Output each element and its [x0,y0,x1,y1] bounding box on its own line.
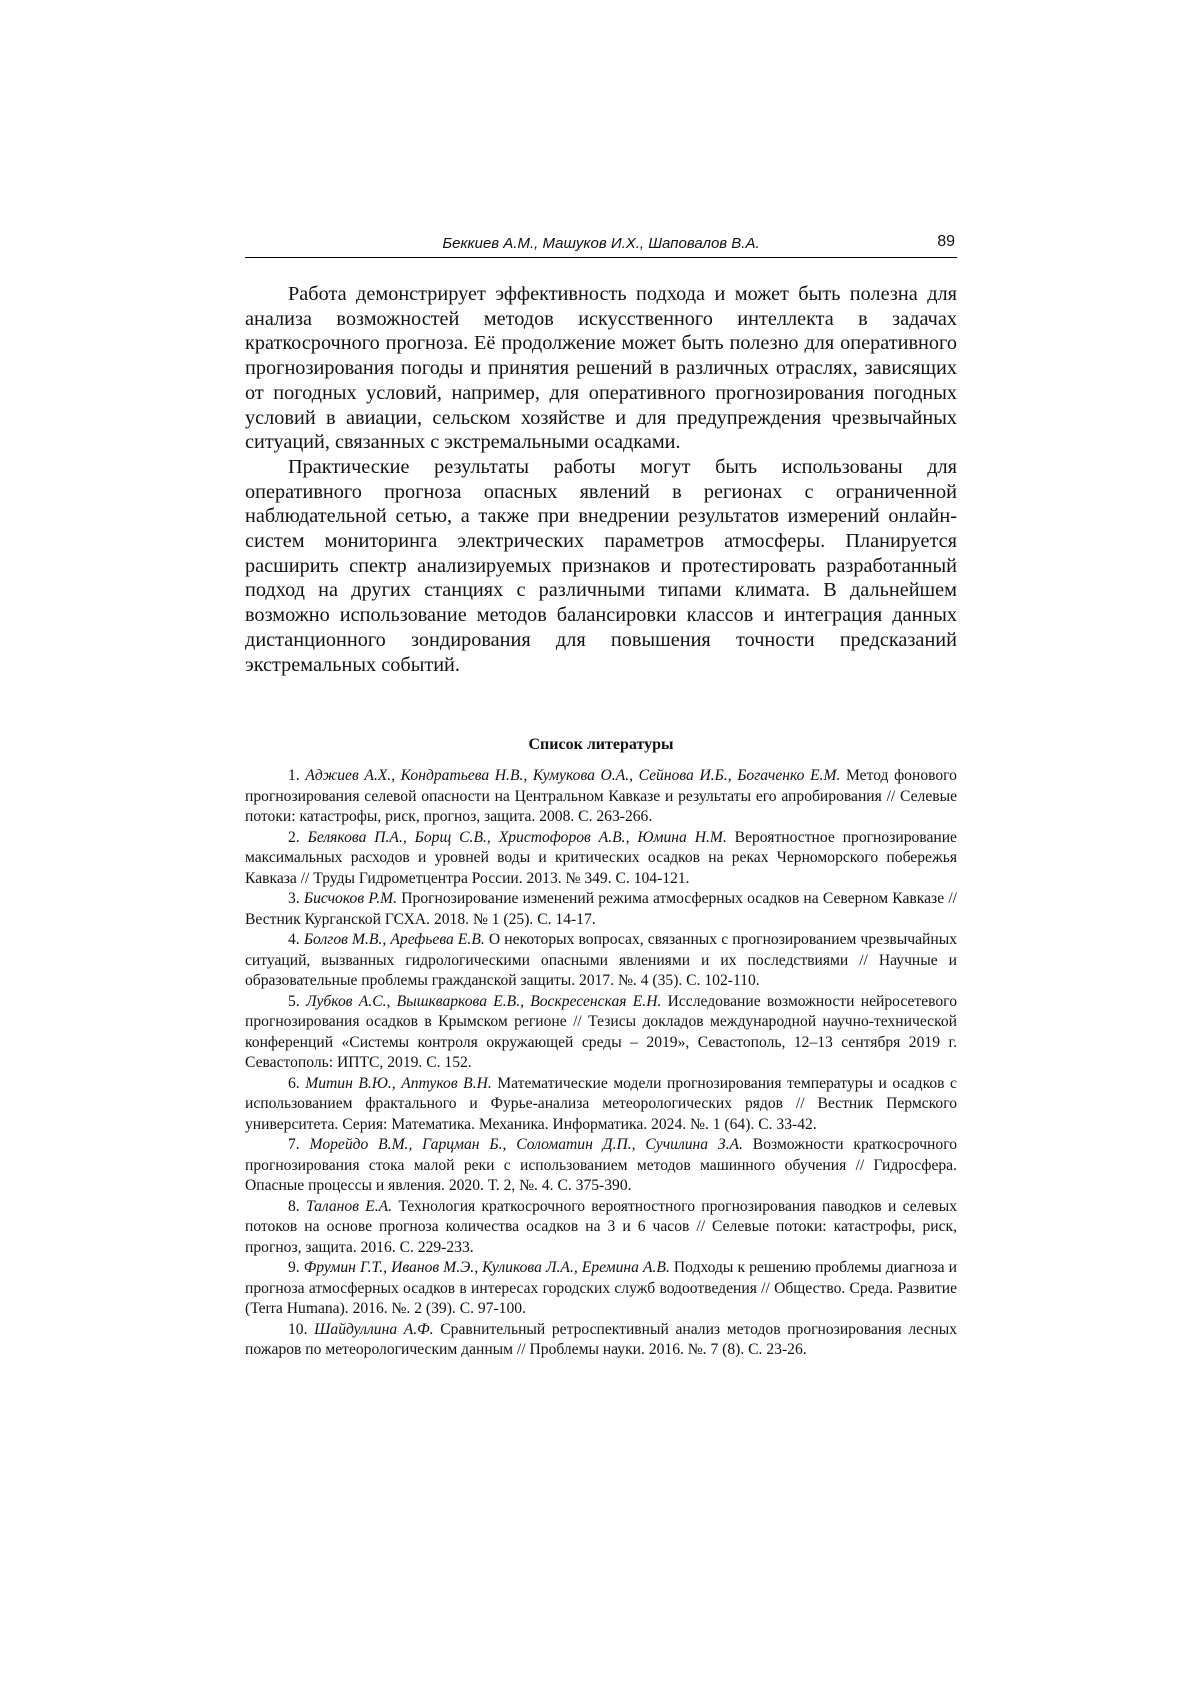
reference-text: Исследование возможности нейросетевого прогнозирования осадков в Крымском регионе // Тезисы докладов международной научно-технической конференций «Системы контроля окружающей среды – 2019», Севастополь, 12–13 сентября 2019 г. Севастополь: ИПТС, 2019. С. 152. [245,992,957,1071]
reference-number: 9. [288,1259,300,1276]
reference-authors: Таланов Е.А. [305,1197,393,1215]
reference-authors: Болгов М.В., Арефьева Е.В. [303,931,485,948]
reference-text: Прогнозирование изменений режима атмосферных осадков на Северном Кавказе // Вестник Курганской ГСХА. 2018. № 1 (25). С. 14-17. [245,890,957,928]
reference-text: Сравнительный ретроспективный анализ методов прогнозирования лесных пожаров по метеорологическим данным // Проблемы науки. 2016. №. 7 (8). С. 23-26. [245,1320,957,1358]
reference-number: 10. [288,1320,308,1338]
reference-item [245,1258,957,1320]
reference-number: 4. [288,931,300,948]
reference-authors: Фрумин Г.Т., Иванов М.Э., Куликова Л.А., Еремина А.В. [303,1259,670,1276]
reference-number: 6. [288,1074,300,1092]
main-text [245,282,957,677]
reference-item [245,889,957,930]
reference-number: 5. [288,992,300,1010]
reference-authors: Лубков А.С., Вышкваркова Е.В., Воскресенская Е.Н. [305,992,662,1010]
reference-number: 3. [288,890,300,907]
paragraph: Практические результаты работы могут быть использованы для оперативного прогноза опасных явлений в регионах с ограниченной наблюдательной сетью, а также при внедрении результатов измерений онлайн-систем мониторинга электрических параметров атмосферы. Планируется расширить спектр анализируемых признаков и протестировать разработанный подход на других станциях с различными типами климата. В дальнейшем возможно использование методов балансировки классов и интеграция данных дистанционного зондирования для повышения точности предсказаний экстремальных событий. [245,455,957,676]
reference-authors: Шайдуллина А.Ф. [314,1320,434,1338]
reference-item [245,1074,957,1136]
reference-item [245,930,957,992]
reference-text: Технология краткосрочного вероятностного прогнозирования паводков и селевых потоков на основе прогноза количества осадков на 3 и 6 часов // Селевые потоки: катастрофы, риск, прогноз, защита. 2016. С. 229-233. [245,1197,957,1256]
reference-authors: Митин В.Ю., Аптуков В.Н. [305,1074,492,1092]
reference-item [245,992,957,1074]
reference-item [245,766,957,828]
running-header [245,233,957,258]
references-list [245,766,957,1361]
reference-authors: Бисчоков Р.М. [303,890,398,907]
reference-number: 2. [288,828,300,846]
running-title: Беккиев А.М., Машуков И.Х., Шаповалов В.А. [442,235,760,252]
reference-authors: Белякова П.А., Борщ С.В., Христофоров А.В., Юмина Н.М. [307,828,727,846]
reference-text: Математические модели прогнозирования температуры и осадков с использованием фрактального и Фурье-анализа метеорологических рядов // Вестник Пермского университета. Серия: Математика. Механика. Информатика. 2024. №. 1 (64). С. 33-42. [245,1074,957,1133]
reference-text: О некоторых вопросах, связанных с прогнозированием чрезвычайных ситуаций, вызванных гидрологическими опасными явлениями и их последствиями // Научные и образовательные проблемы гражданской защиты. 2017. №. 4 (35). С. 102-110. [245,931,957,989]
reference-item [245,1320,957,1361]
reference-item [245,1197,957,1259]
reference-text: Вероятностное прогнозирование максимальных расходов и уровней воды и критических осадков на реках Черноморского побережья Кавказа // Труды Гидрометцентра России. 2013. № 349. С. 104-121. [245,828,957,887]
reference-text: Метод фонового прогнозирования селевой опасности на Центральном Кавказе и результаты его апробирования // Селевые потоки: катастрофы, риск, прогноз, защита. 2008. С. 263-266. [245,767,957,825]
reference-number: 8. [288,1197,300,1215]
reference-number: 7. [288,1136,300,1153]
reference-text: Возможности краткосрочного прогнозирования стока малой реки с использованием методов машинного обучения // Гидросфера. Опасные процессы и явления. 2020. Т. 2, №. 4. С. 375-390. [245,1136,957,1194]
reference-item [245,1135,957,1197]
page-number: 89 [937,233,955,250]
reference-number: 1. [288,767,300,784]
reference-authors: Аджиев А.Х., Кондратьева Н.В., Кумукова О.А., Сейнова И.Б., Богаченко Е.М. [305,767,841,784]
references-title: Список литературы [528,736,674,753]
paragraph: Работа демонстрирует эффективность подхода и может быть полезна для анализа возможностей методов искусственного интеллекта в задачах краткосрочного прогноза. Её продолжение может быть полезно для оперативного прогнозирования погоды и принятия решений в различных отраслях, зависящих от погодных условий, например, для оперативного прогнозирования погодных условий в авиации, сельском хозяйстве и для предупреждения чрезвычайных ситуаций, связанных с экстремальными осадками. [245,283,957,454]
reference-authors: Морейдо В.М., Гарцман Б., Соломатин Д.П., Сучилина З.А. [309,1136,743,1153]
reference-item [245,828,957,890]
reference-text: Подходы к решению проблемы диагноза и прогноза атмосферных осадков в интересах городских служб водоотведения // Общество. Среда. Развитие (Terra Humana). 2016. №. 2 (39). С. 97-100. [245,1259,957,1317]
